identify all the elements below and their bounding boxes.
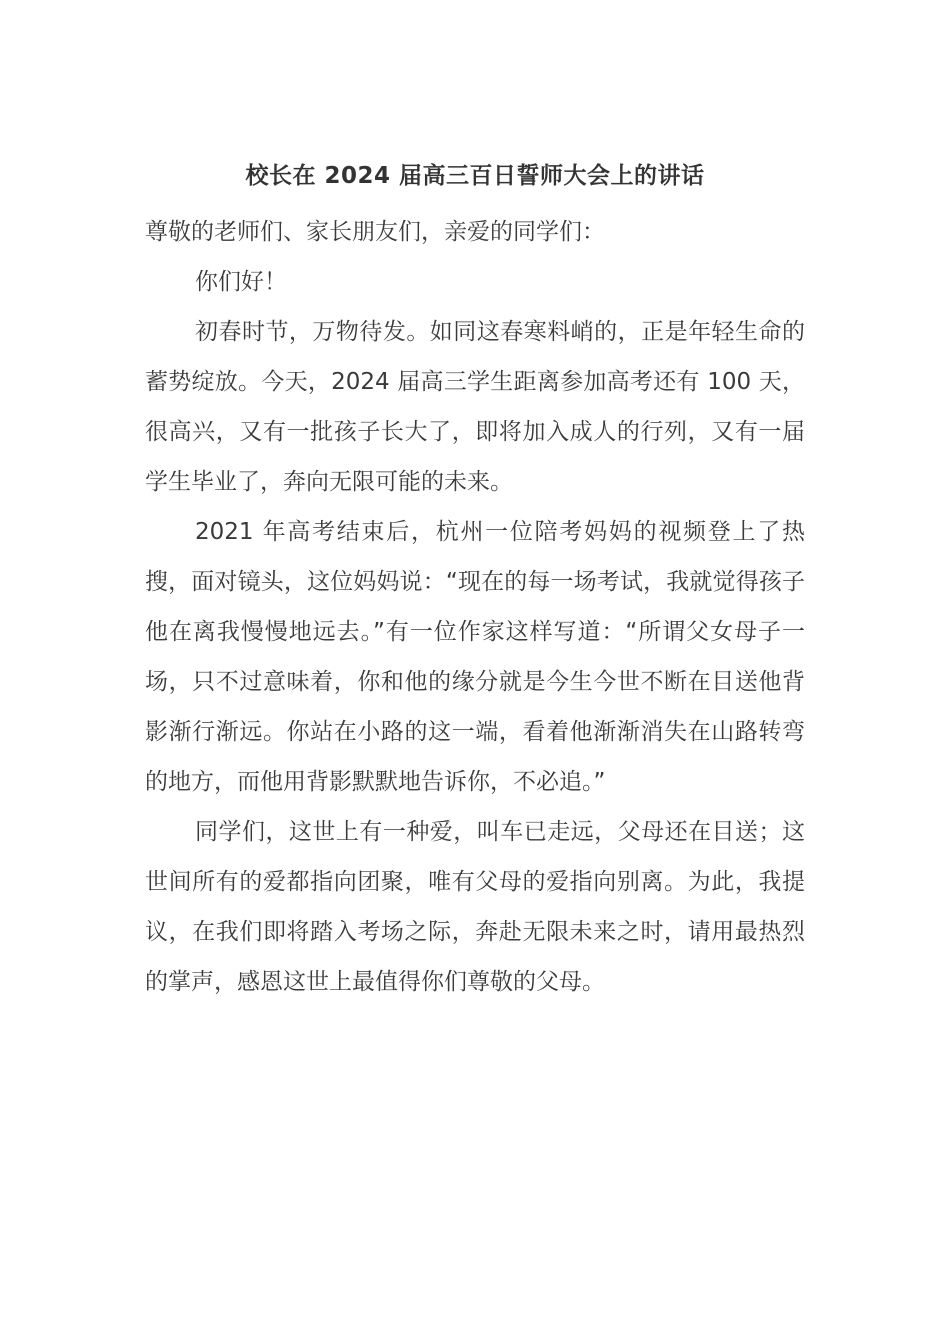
document-title: 校长在 2024 届高三百日誓师大会上的讲话: [245, 163, 705, 189]
body-paragraph-story: 2021 年高考结束后，杭州一位陪考妈妈的视频登上了热搜，面对镜头，这位妈妈说：“现在的每一场考试，我就觉得孩子他在离我慢慢地远去。”有一位作家这样写道：“所谓父女母子一场，只不过意味着，你和他的缘分就是今生今世不断在目送他背影渐行渐远。你站在小路的这一端，看着他渐渐消失在山路转弯的地方，而他用背影默默地告诉你，不必追。”: [145, 519, 805, 795]
greeting-paragraph: 你们好！: [195, 269, 287, 295]
body-paragraph-spring: 初春时节，万物待发。如同这春寒料峭的，正是年轻生命的蓄势绽放。今天，2024 届高三学生距离参加高考还有 100 天，很高兴，又有一批孩子长大了，即将加入成人的行列，又有一届学生毕业了，奔向无限可能的未来。: [145, 319, 805, 495]
document-body: [145, 155, 805, 1007]
body-paragraph-gratitude: 同学们，这世上有一种爱，叫车已走远，父母还在目送；这世间所有的爱都指向团聚，唯有父母的爱指向别离。为此，我提议，在我们即将踏入考场之际，奔赴无限未来之时，请用最热烈的掌声，感恩这世上最值得你们尊敬的父母。: [145, 819, 805, 995]
salutation: 尊敬的老师们、家长朋友们，亲爱的同学们：: [145, 219, 605, 245]
